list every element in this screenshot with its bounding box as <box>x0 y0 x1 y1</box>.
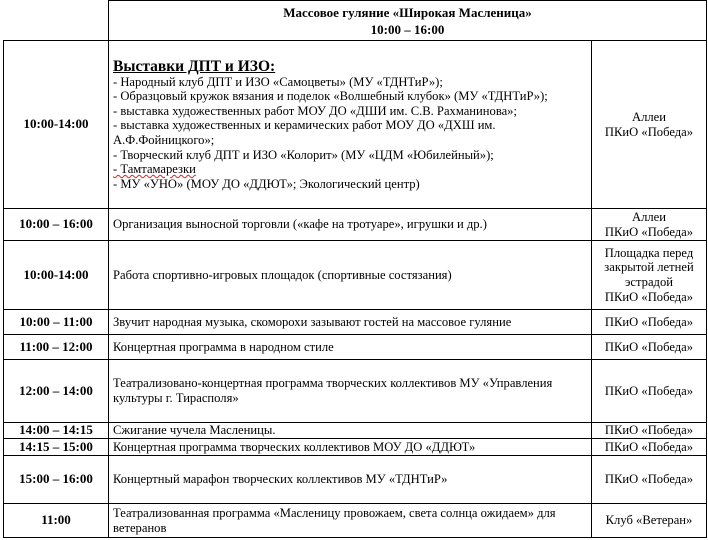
row-place: ПКиО «Победа» <box>592 423 707 439</box>
row-time: 14:00 – 14:15 <box>4 423 109 439</box>
row-time: 10:00 – 11:00 <box>4 310 109 335</box>
exhibitions-cell <box>109 41 592 209</box>
row-event: Концертная программа в народном стиле <box>109 335 592 360</box>
table-row <box>4 423 707 439</box>
event-time: 10:00 – 16:00 <box>370 21 445 37</box>
row-place: ПКиО «Победа» <box>592 335 707 360</box>
exhibition-item: - Тамтамарезки <box>113 162 196 177</box>
exhibitions-title: Выставки ДПТ и ИЗО: <box>113 57 276 75</box>
table-row <box>4 456 707 504</box>
table-row <box>4 241 707 310</box>
table-row <box>4 310 707 335</box>
row-time: 11:00 <box>4 504 109 538</box>
exhibition-item: - выставка художественных и керамических работ МОУ ДО «ДХШ им. А.Ф.Фойницкого»; <box>113 118 496 147</box>
event-header <box>109 1 707 41</box>
row-time: 14:15 – 15:00 <box>4 439 109 456</box>
row-time: 12:00 – 14:00 <box>4 360 109 423</box>
row-event: Театрализованная программа «Масленицу провожаем, света солнца ожидаем» для ветеранов <box>109 504 592 538</box>
header-row <box>4 1 707 41</box>
row-event: Концертный марафон творческих коллективов МУ «ТДНТиР» <box>109 456 592 504</box>
exhibition-item: - Образцовый кружок вязания и поделок «Волшебный клубок» (МУ «ТДНТиР»); <box>113 89 548 104</box>
row-event: Концертная программа творческих коллективов МОУ ДО «ДДЮТ» <box>109 439 592 456</box>
row-place: Аллеи ПКиО «Победа» <box>592 209 707 241</box>
table-row <box>4 360 707 423</box>
exhibition-item: - Творческий клуб ДПТ и ИЗО «Колорит» (МУ «ЦДМ «Юбилейный»); <box>113 147 494 162</box>
row-event: Работа спортивно-игровых площадок (спортивные состязания) <box>109 241 592 310</box>
table-row <box>4 335 707 360</box>
exhibitions-time: 10:00-14:00 <box>4 41 109 209</box>
table-row <box>4 439 707 456</box>
row-time: 10:00-14:00 <box>4 241 109 310</box>
row-time: 10:00 – 16:00 <box>4 209 109 241</box>
exhibition-item: - выставка художественных работ МОУ ДО «ДШИ им. С.В. Рахманинова»; <box>113 103 517 118</box>
exhibition-item: - МУ «УНО» (МОУ ДО «ДДЮТ»; Экологический центр) <box>113 176 420 191</box>
exhibitions-row <box>4 41 707 209</box>
row-event: Сжигание чучела Масленицы. <box>109 423 592 439</box>
row-place: Площадка перед закрытой летней эстрадой ПКиО «Победа» <box>592 241 707 310</box>
row-time: 15:00 – 16:00 <box>4 456 109 504</box>
event-title: Массовое гуляние «Широкая Масленица» <box>283 4 532 20</box>
row-event: Театрализовано-концертная программа творческих коллективов МУ «Управления культуры г. Тирасполя» <box>109 360 592 423</box>
row-place: ПКиО «Победа» <box>592 310 707 335</box>
exhibition-item: - Народный клуб ДПТ и ИЗО «Самоцветы» (МУ «ТДНТиР»); <box>113 74 443 89</box>
row-place: ПКиО «Победа» <box>592 360 707 423</box>
row-place: Клуб «Ветеран» <box>592 504 707 538</box>
row-place: ПКиО «Победа» <box>592 456 707 504</box>
exhibitions-place: Аллеи ПКиО «Победа» <box>592 41 707 209</box>
schedule-table <box>3 0 707 538</box>
row-place: ПКиО «Победа» <box>592 439 707 456</box>
row-time: 11:00 – 12:00 <box>4 335 109 360</box>
table-row <box>4 209 707 241</box>
row-event: Звучит народная музыка, скоморохи зазывают гостей на массовое гуляние <box>109 310 592 335</box>
table-row <box>4 504 707 538</box>
row-event: Организация выносной торговли («кафе на тротуаре», игрушки и др.) <box>109 209 592 241</box>
